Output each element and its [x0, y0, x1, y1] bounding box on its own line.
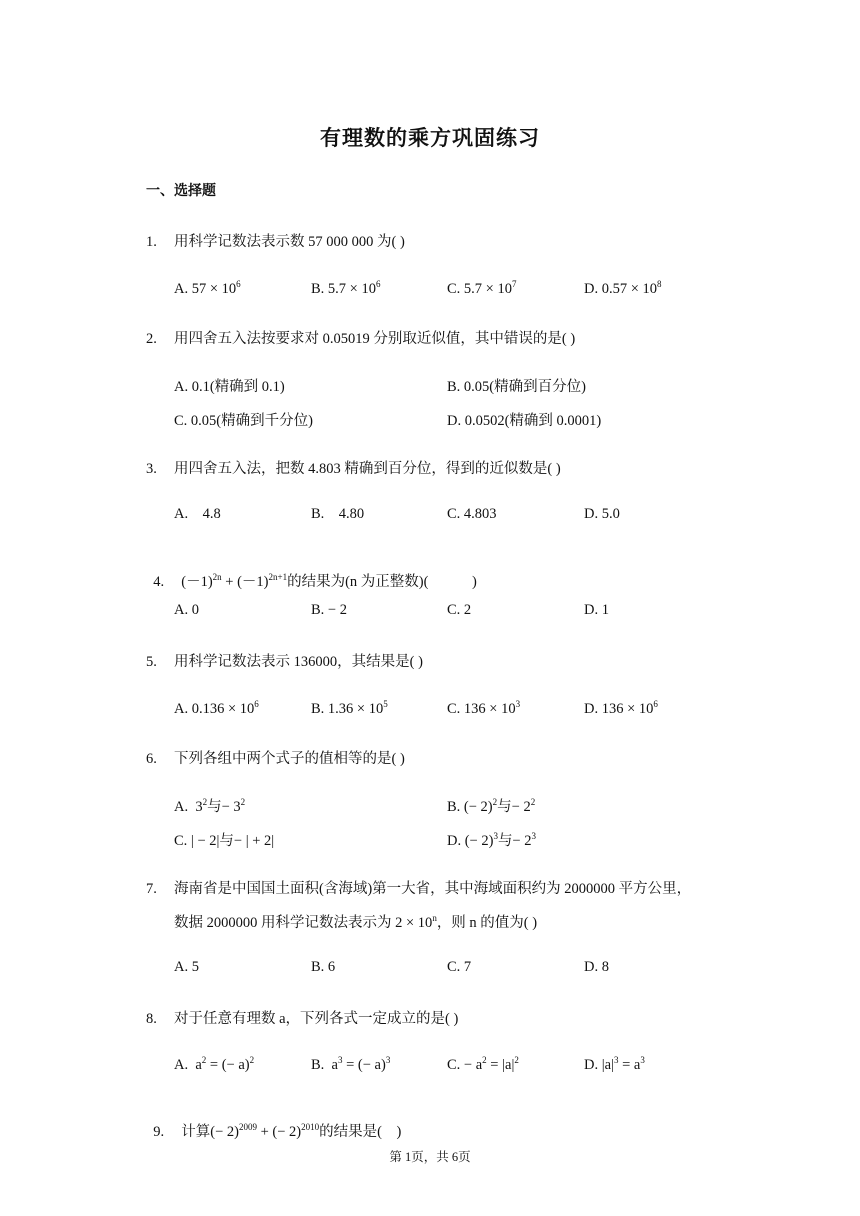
- question-3: [146, 457, 561, 478]
- option-d: D. 0.0502(精确到 0.0001): [447, 413, 602, 429]
- option-a: A. 5: [174, 959, 199, 975]
- question-7: [146, 877, 691, 898]
- question-number: 5.: [146, 654, 157, 670]
- option-d: D. $0.57 \times 10^8$: [584, 279, 662, 297]
- option-a: A. $a^2$ = (− a)$^2$: [174, 1055, 255, 1073]
- page-footer: 第 1页，共 6页: [389, 1150, 471, 1164]
- option-c: C. 0.05(精确到千分位): [174, 413, 313, 429]
- question-number: 6.: [146, 751, 157, 767]
- option-c: C. 2: [447, 602, 472, 618]
- option-b: B. $5.7 \times 10^6$: [311, 279, 381, 297]
- question-6: [146, 747, 405, 768]
- option-b: B. 4.80: [311, 506, 365, 522]
- question-8: [146, 1007, 458, 1028]
- question-number: 4.: [153, 574, 165, 590]
- question-9: [146, 1103, 401, 1141]
- question-stem-continued: 数据 2000000 用科学记数法表示为 $2 \times 10^n$，则 n 的值为( ): [174, 913, 538, 931]
- option-a: A. 4.8: [174, 506, 221, 522]
- question-stem: 下列各组中两个式子的值相等的是( ): [174, 751, 405, 767]
- question-stem: 计算(− 2)$^{2009}$ + (− 2)$^{2010}$的结果是( ): [181, 1122, 402, 1140]
- option-c: C. $136 \times 10^3$: [447, 699, 521, 717]
- question-number: 2.: [146, 331, 157, 347]
- option-a: A. $57 \times 10^6$: [174, 279, 241, 297]
- question-stem: $(-1)^{2n} + (-1)^{2n+1}$的结果为(n 为正整数)( ): [181, 572, 477, 590]
- question-stem: 用科学记数法表示数 57 000 000 为( ): [174, 234, 405, 250]
- option-c: C. $5.7 \times 10^7$: [447, 279, 517, 297]
- page-title: 有理数的乘方巩固练习: [320, 126, 540, 150]
- section-heading: 一、选择题: [146, 183, 216, 199]
- option-b: B. − 2: [311, 602, 347, 618]
- option-b: B. 0.05(精确到百分位): [447, 379, 586, 395]
- option-c: C. 7: [447, 959, 472, 975]
- question-2: [146, 327, 575, 348]
- question-4: [146, 553, 477, 591]
- option-b: B. 6: [311, 959, 336, 975]
- option-d: D. $136 \times 10^6$: [584, 699, 658, 717]
- question-number: 1.: [146, 234, 157, 250]
- option-d: D. 1: [584, 602, 609, 618]
- question-1: [146, 230, 405, 251]
- question-stem: 用四舍五入法，把数 4.803 精确到百分位，得到的近似数是( ): [174, 461, 561, 477]
- option-c: C. 4.803: [447, 506, 497, 522]
- option-a: A. $0.136 \times 10^6$: [174, 699, 259, 717]
- option-a: A. 0: [174, 602, 199, 618]
- option-d: D. (− 2)$^3$与− $2^3$: [447, 831, 536, 849]
- option-b: B. (− 2)$^2$与− $2^2$: [447, 797, 536, 815]
- question-number: 9.: [153, 1124, 165, 1140]
- question-stem: 海南省是中国国土面积(含海域)第一大省，其中海域面积约为 2000000 平方公里，: [174, 881, 692, 897]
- option-d: D. 5.0: [584, 506, 620, 522]
- question-number: 8.: [146, 1011, 157, 1027]
- question-stem: 用科学记数法表示 136000，其结果是( ): [174, 654, 423, 670]
- question-stem: 对于任意有理数 a，下列各式一定成立的是( ): [174, 1011, 459, 1027]
- option-c: C. − $a^2 = |a|^2$: [447, 1055, 519, 1073]
- option-a: A. $3^2$与− $3^2$: [174, 797, 246, 815]
- question-number: 3.: [146, 461, 157, 477]
- question-number: 7.: [146, 881, 157, 897]
- option-a: A. 0.1(精确到 0.1): [174, 379, 285, 395]
- option-d: D. $|a|^3 = a^3$: [584, 1055, 645, 1073]
- option-b: B. $1.36 \times 10^5$: [311, 699, 388, 717]
- option-c: C. | − 2|与− | + 2|: [174, 833, 275, 849]
- option-b: B. $a^3$ = (− a)$^3$: [311, 1055, 391, 1073]
- option-d: D. 8: [584, 959, 609, 975]
- question-5: [146, 650, 423, 671]
- question-stem: 用四舍五入法按要求对 0.05019 分别取近似值，其中错误的是( ): [174, 331, 576, 347]
